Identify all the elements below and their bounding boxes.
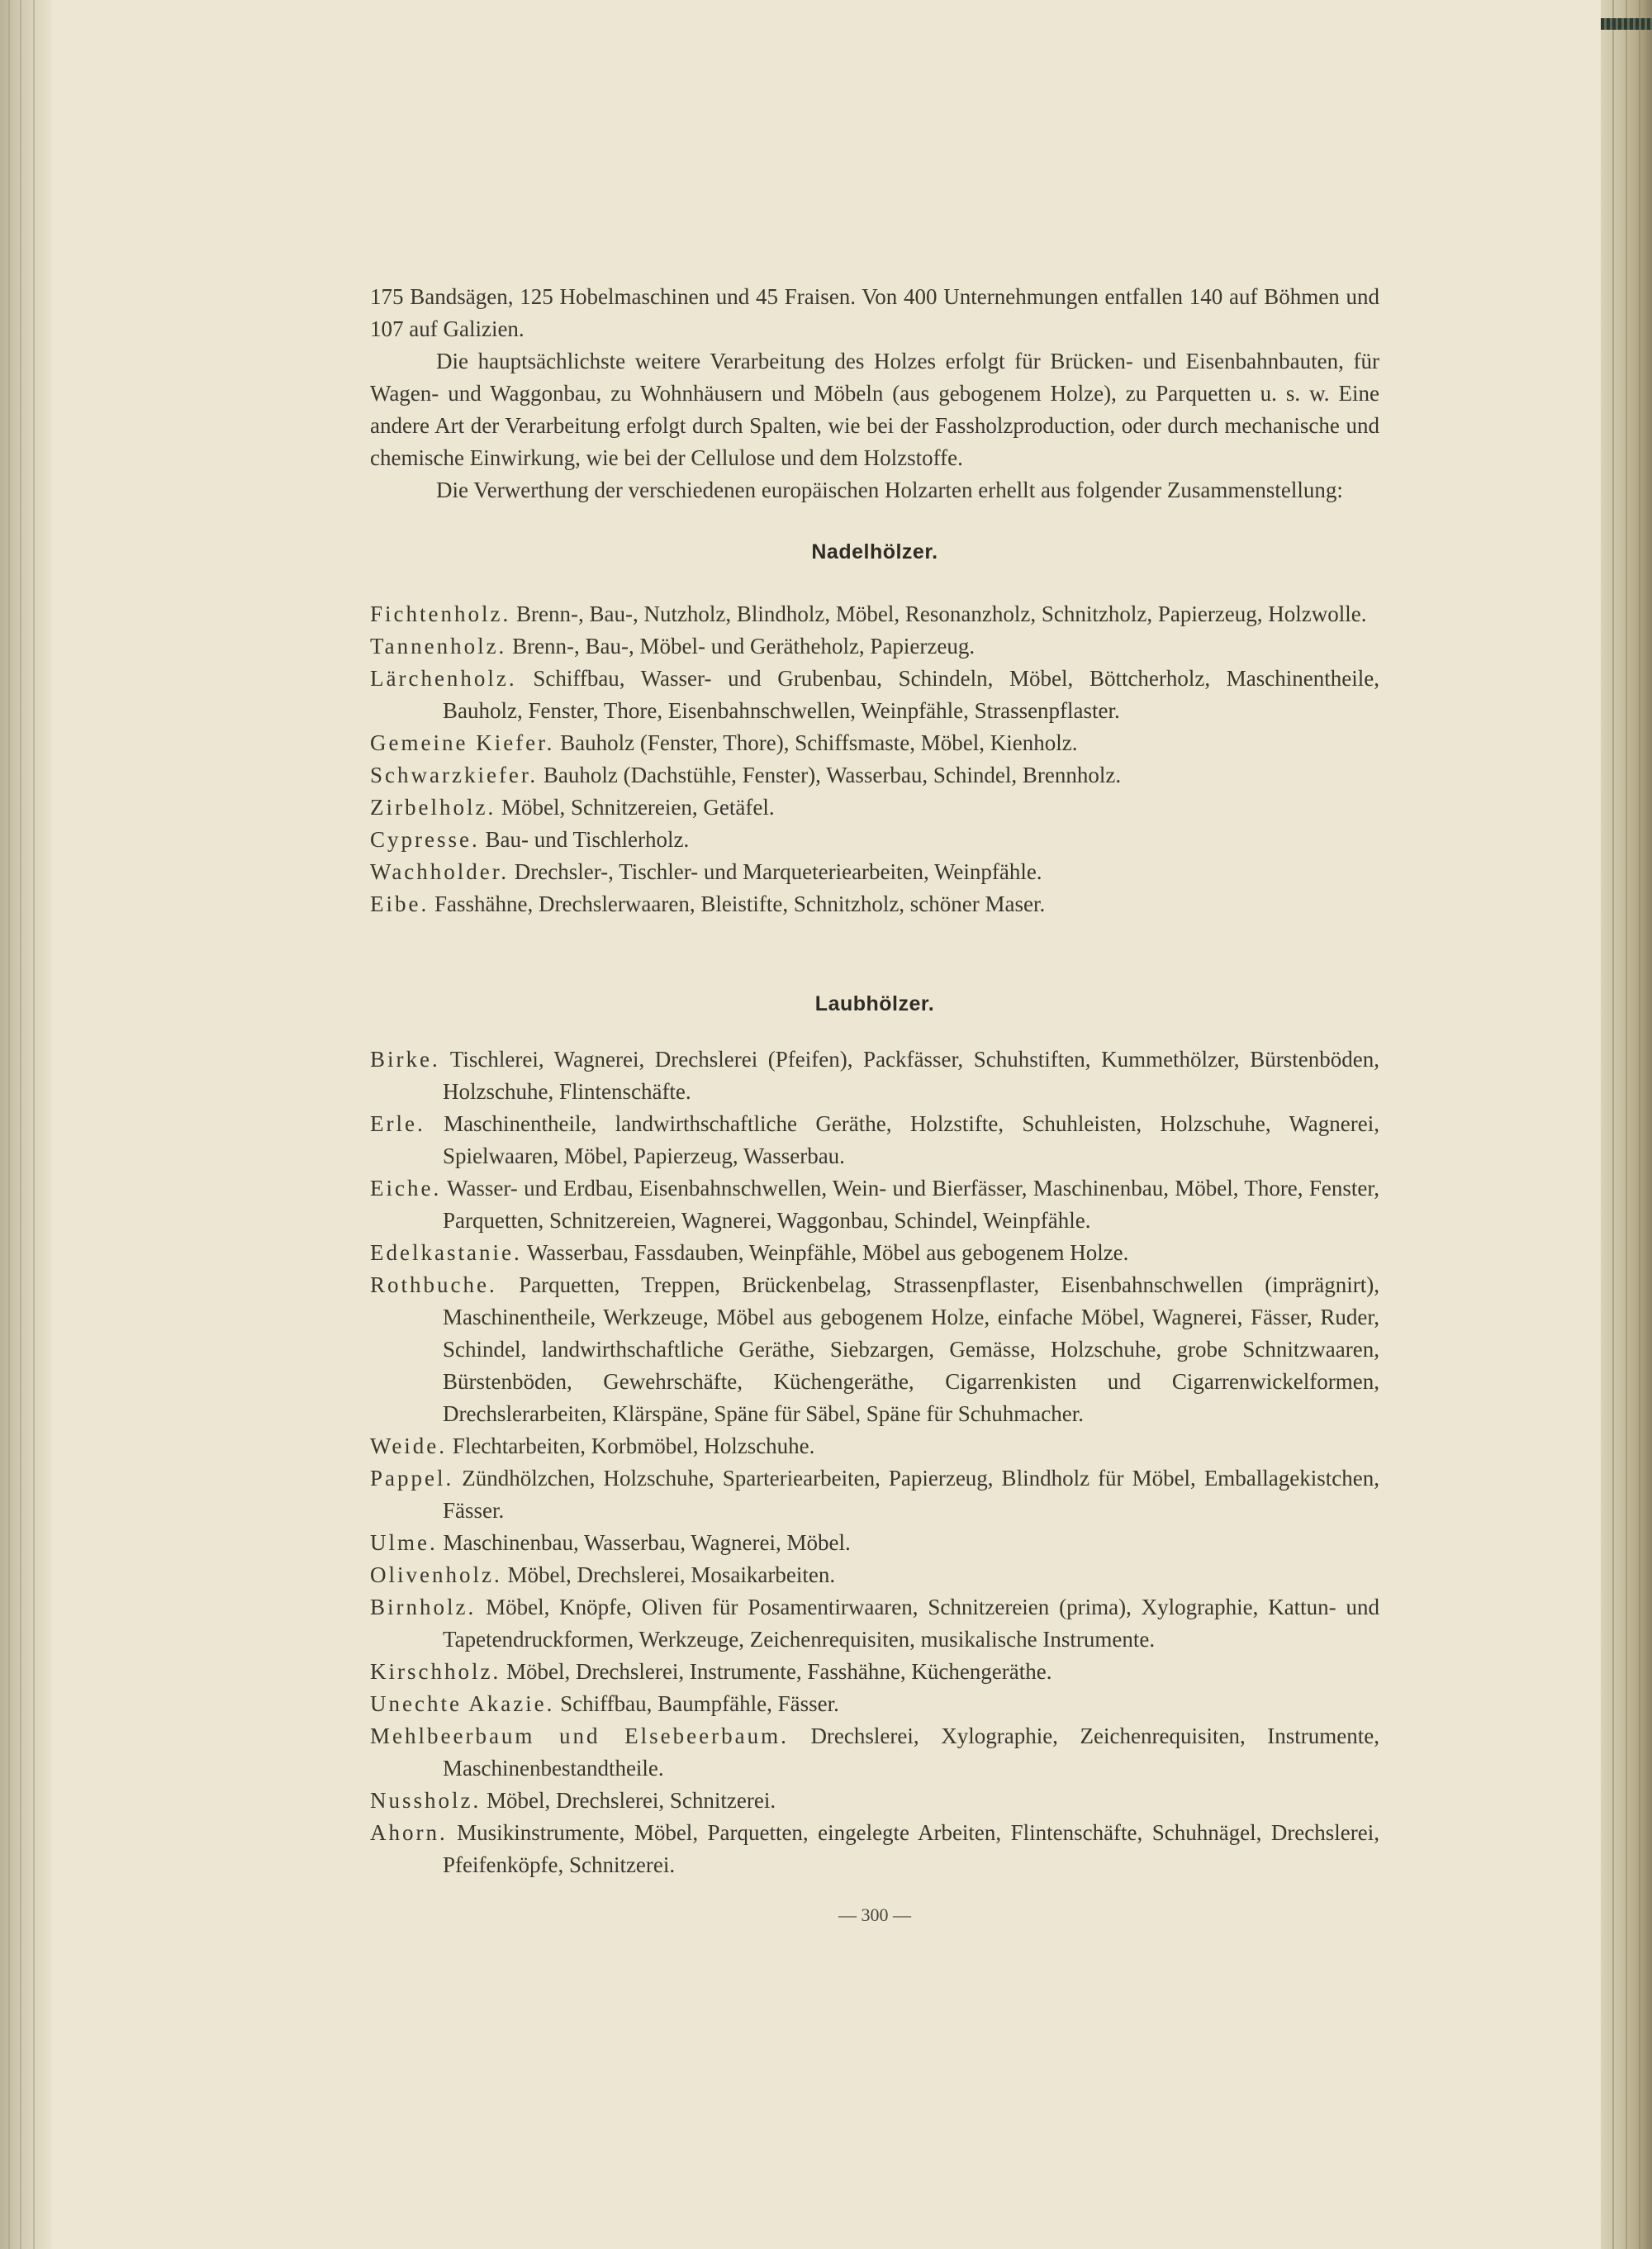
wood-term: Olivenholz. bbox=[370, 1562, 502, 1587]
list-item bbox=[370, 792, 1379, 824]
wood-term: Zirbelholz. bbox=[370, 795, 496, 820]
list-item bbox=[370, 663, 1379, 727]
edge-line bbox=[1639, 0, 1640, 2249]
list-item bbox=[370, 598, 1379, 630]
wood-uses: Maschinenbau, Wasserbau, Wagnerei, Möbel. bbox=[443, 1530, 851, 1555]
list-item bbox=[370, 1430, 1379, 1462]
wood-term: Cypresse. bbox=[370, 827, 480, 852]
wood-uses: Drechslerei, Xylographie, Zeichenrequisiten, Instrumente, Maschinenbestandtheile. bbox=[443, 1724, 1380, 1781]
list-item bbox=[370, 856, 1379, 888]
wood-uses: Zündhölzchen, Holzschuhe, Sparteriearbeiten, Papierzeug, Blindholz für Möbel, Emballagekistchen, Fässer. bbox=[443, 1466, 1379, 1523]
wood-term: Birnholz. bbox=[370, 1595, 477, 1619]
section-heading-conifers: Nadelhölzer. bbox=[811, 540, 938, 563]
wood-term: Eibe. bbox=[370, 892, 430, 916]
wood-uses: Bauholz (Fenster, Thore), Schiffsmaste, Möbel, Kienholz. bbox=[560, 730, 1078, 755]
wood-uses: Bau- und Tischlerholz. bbox=[485, 827, 690, 852]
list-item bbox=[370, 1172, 1379, 1237]
list-item bbox=[370, 1688, 1379, 1720]
wood-term: Schwarzkiefer. bbox=[370, 763, 539, 787]
section-heading-deciduous: Laubhölzer. bbox=[814, 992, 935, 1015]
wood-uses: Musikinstrumente, Möbel, Parquetten, eingelegte Arbeiten, Flintenschäfte, Schuhnägel, Drechslerei, Pfeifenköpfe, Schnitzerei. bbox=[443, 1820, 1379, 1877]
list-item bbox=[370, 759, 1379, 792]
wood-uses: Drechsler-, Tischler- und Marqueteriearbeiten, Weinpfähle. bbox=[514, 859, 1042, 884]
wood-term: Pappel. bbox=[370, 1466, 454, 1491]
list-item bbox=[370, 888, 1379, 920]
conifer-list bbox=[370, 598, 1379, 920]
wood-uses: Wasserbau, Fassdauben, Weinpfähle, Möbel aus gebogenem Holze. bbox=[526, 1240, 1129, 1265]
wood-uses: Brenn-, Bau-, Möbel- und Gerätheholz, Papierzeug. bbox=[512, 634, 976, 659]
gutter-line bbox=[20, 0, 21, 2249]
binding-gutter-left bbox=[0, 0, 51, 2249]
wood-term: Weide. bbox=[370, 1434, 448, 1458]
wood-uses: Bauholz (Dachstühle, Fenster), Wasserbau, Schindel, Brennholz. bbox=[543, 763, 1122, 787]
list-item bbox=[370, 1720, 1379, 1785]
list-item bbox=[370, 1785, 1379, 1817]
wood-term: Wachholder. bbox=[370, 859, 510, 884]
intro-paragraph: Die hauptsächlichste weitere Verarbeitung des Holzes erfolgt für Brücken- und Eisenbahnbauten, für Wagen- und Waggonbau, zu Wohnhäusern und Möbeln (aus gebogenem Holze), zu Parquetten u. s. w. Eine andere Art der Verarbeitung erfolgt durch Spalten, wie bei der Fassholzproduction, oder durch mechanische und chemische Einwirkung, wie bei der Cellulose und dem Holzstoffe. bbox=[370, 349, 1379, 470]
wood-uses: Möbel, Drechslerei, Mosaikarbeiten. bbox=[507, 1562, 836, 1587]
wood-term: Unechte Akazie. bbox=[370, 1691, 555, 1716]
wood-uses: Möbel, Knöpfe, Oliven für Posamentirwaaren, Schnitzereien (prima), Xylographie, Kattun- und Tapetendruckformen, Werkzeuge, Zeichenrequisiten, musikalische Instrumente. bbox=[443, 1595, 1380, 1652]
wood-uses: Schiffbau, Wasser- und Grubenbau, Schindeln, Möbel, Böttcherholz, Maschinentheile, Bauholz, Fenster, Thore, Eisenbahnschwellen, Weinpfähle, Strassenpflaster. bbox=[443, 666, 1379, 723]
wood-uses: Wasser- und Erdbau, Eisenbahnschwellen, Wein- und Bierfässer, Maschinenbau, Möbel, Thore, Fenster, Parquetten, Schnitzereien, Wagnerei, Waggonbau, Schindel, Weinpfähle. bbox=[443, 1176, 1380, 1233]
wood-uses: Parquetten, Treppen, Brückenbelag, Strassenpflaster, Eisenbahnschwellen (imprägnirt), Maschinentheile, Werkzeuge, Möbel aus gebogenem Holze, einfache Möbel, Wagnerei, Fässer, Ruder, Schindel, landwirthschaftliche Geräthe, Siebzargen, Gemässe, Holzschuhe, grobe Schnitzwaaren, Bürstenböden, Gewehrschäfte, Küchengeräthe, Cigarrenkisten und Cigarrenwickelformen, Drechslerarbeiten, Klärspäne, Späne für Säbel, Späne für Schuhmacher. bbox=[443, 1272, 1379, 1426]
list-item bbox=[370, 727, 1379, 759]
edge-line bbox=[1612, 0, 1614, 2249]
list-item bbox=[370, 1108, 1379, 1172]
wood-term: Edelkastanie. bbox=[370, 1240, 522, 1265]
list-item bbox=[370, 1559, 1379, 1591]
list-item bbox=[370, 630, 1379, 663]
list-item bbox=[370, 1656, 1379, 1688]
edge-line bbox=[1626, 0, 1627, 2249]
list-item bbox=[370, 824, 1379, 856]
list-item bbox=[370, 1269, 1379, 1430]
wood-uses: Möbel, Drechslerei, Instrumente, Fasshähne, Küchengeräthe. bbox=[506, 1659, 1052, 1684]
intro-text bbox=[370, 281, 1379, 506]
wood-term: Gemeine Kiefer. bbox=[370, 730, 555, 755]
wood-term: Fichtenholz. bbox=[370, 601, 511, 626]
wood-term: Tannenholz. bbox=[370, 634, 507, 659]
page-stack-edge-right bbox=[1601, 0, 1652, 2249]
list-item bbox=[370, 1591, 1379, 1656]
scan-color-strip bbox=[1601, 18, 1652, 30]
wood-term: Eiche. bbox=[370, 1176, 442, 1201]
wood-uses: Flechtarbeiten, Korbmöbel, Holzschuhe. bbox=[452, 1434, 815, 1458]
wood-uses: Schiffbau, Baumpfähle, Fässer. bbox=[560, 1691, 839, 1716]
list-item bbox=[370, 1462, 1379, 1527]
list-item bbox=[370, 1044, 1379, 1108]
wood-term: Mehlbeerbaum und Elsebeerbaum. bbox=[370, 1724, 789, 1748]
wood-term: Nussholz. bbox=[370, 1788, 482, 1813]
intro-paragraph: 175 Bandsägen, 125 Hobelmaschinen und 45 Fraisen. Von 400 Unternehmungen entfallen 140 auf Böhmen und 107 auf Galizien. bbox=[370, 284, 1379, 341]
wood-term: Lärchenholz. bbox=[370, 666, 517, 691]
wood-uses: Möbel, Schnitzereien, Getäfel. bbox=[501, 795, 775, 820]
wood-uses: Brenn-, Bau-, Nutzholz, Blindholz, Möbel, Resonanzholz, Schnitzholz, Papierzeug, Holzwolle. bbox=[515, 601, 1367, 626]
intro-paragraph: Die Verwerthung der verschiedenen europäischen Holzarten erhellt aus folgender Zusammenstellung: bbox=[436, 478, 1343, 502]
gutter-line bbox=[33, 0, 35, 2249]
wood-uses: Möbel, Drechslerei, Schnitzerei. bbox=[487, 1788, 776, 1813]
wood-uses: Tischlerei, Wagnerei, Drechslerei (Pfeifen), Packfässer, Schuhstiften, Kummethölzer, Bürstenböden, Holzschuhe, Flintenschäfte. bbox=[443, 1047, 1379, 1104]
wood-uses: Maschinentheile, landwirthschaftliche Geräthe, Holzstifte, Schuhleisten, Holzschuhe, Wagnerei, Spielwaaren, Möbel, Papierzeug, Wasserbau. bbox=[443, 1111, 1379, 1168]
wood-uses: Fasshähne, Drechslerwaaren, Bleistifte, Schnitzholz, schöner Maser. bbox=[434, 892, 1046, 916]
list-item bbox=[370, 1527, 1379, 1559]
page-number: — 300 — bbox=[838, 1904, 911, 1925]
deciduous-list bbox=[370, 1044, 1379, 1881]
list-item bbox=[370, 1237, 1379, 1269]
list-item bbox=[370, 1817, 1379, 1881]
wood-term: Rothbuche. bbox=[370, 1272, 497, 1297]
wood-term: Kirschholz. bbox=[370, 1659, 501, 1684]
wood-term: Ulme. bbox=[370, 1530, 438, 1555]
wood-term: Ahorn. bbox=[370, 1820, 448, 1845]
wood-term: Birke. bbox=[370, 1047, 440, 1072]
wood-term: Erle. bbox=[370, 1111, 425, 1136]
gutter-line bbox=[8, 0, 10, 2249]
